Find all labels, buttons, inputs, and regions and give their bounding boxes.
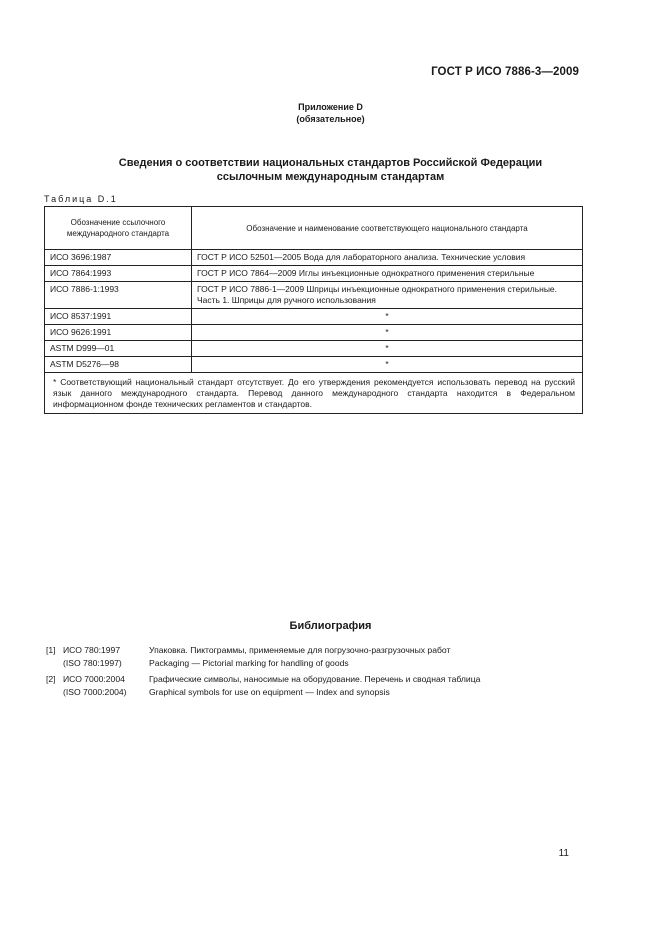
bibliography-entry-code-en: (ISO 780:1997) bbox=[63, 658, 122, 668]
national-standard-cell: ГОСТ Р ИСО 52501—2005 Вода для лабораторного анализа. Технические условия bbox=[192, 250, 583, 266]
table-header-row bbox=[45, 207, 583, 250]
table-row bbox=[45, 341, 583, 357]
national-standard-cell: * bbox=[192, 341, 583, 357]
table-row bbox=[45, 357, 583, 373]
bibliography-entry-title-en: Graphical symbols for use on equipment — Index and synopsis bbox=[149, 687, 390, 697]
table-label: Таблица D.1 bbox=[44, 194, 118, 204]
reference-standard-cell: ASTM D5276—98 bbox=[45, 357, 192, 373]
table-footnote-row bbox=[45, 373, 583, 414]
correspondence-table bbox=[44, 206, 583, 414]
national-standard-cell: * bbox=[192, 309, 583, 325]
reference-standard-cell: ASTM D999—01 bbox=[45, 341, 192, 357]
national-standard-cell: ГОСТ Р ИСО 7886-1—2009 Шприцы инъекционные однократного применения стерильные. Часть 1. Шприцы для ручного использования bbox=[192, 282, 583, 309]
bibliography-entry-title-en: Packaging — Pictorial marking for handling of goods bbox=[149, 658, 349, 668]
bibliography-entry-code: ИСО 7000:2004 bbox=[63, 674, 125, 684]
reference-standard-cell: ИСО 7886-1:1993 bbox=[45, 282, 192, 309]
bibliography-entry-code: ИСО 780:1997 bbox=[63, 645, 121, 655]
column-header-reference: Обозначение ссылочного международного стандарта bbox=[45, 207, 192, 250]
national-standard-cell: * bbox=[192, 325, 583, 341]
column-header-national: Обозначение и наименование соответствующего национального стандарта bbox=[192, 207, 583, 250]
national-standard-cell: ГОСТ Р ИСО 7864—2009 Иглы инъекционные однократного применения стерильные bbox=[192, 266, 583, 282]
bibliography-title: Библиография bbox=[289, 620, 372, 632]
page-number: 11 bbox=[558, 848, 569, 859]
bibliography-entry-title-ru: Упаковка. Пиктограммы, применяемые для погрузочно-разгрузочных работ bbox=[149, 645, 451, 655]
section-title-line-1: Сведения о соответствии национальных стандартов Российской Федерации bbox=[118, 157, 543, 169]
section-title-line-2: ссылочным международным стандартам bbox=[216, 171, 445, 183]
table-row bbox=[45, 325, 583, 341]
appendix-heading bbox=[0, 101, 661, 125]
table-footnote: * Соответствующий национальный стандарт отсутствует. До его утверждения рекомендуется использовать перевод на русский язык данного международного стандарта. Перевод данного международного стандарта находится в Федеральном информационном фонде технических регламентов и стандартов. bbox=[45, 373, 583, 414]
reference-standard-cell: ИСО 8537:1991 bbox=[45, 309, 192, 325]
table-row bbox=[45, 266, 583, 282]
bibliography-entry-number: [1] bbox=[46, 645, 56, 655]
table-row bbox=[45, 250, 583, 266]
bibliography-entry-title-ru: Графические символы, наносимые на оборудование. Перечень и сводная таблица bbox=[149, 674, 481, 684]
appendix-title: Приложение D bbox=[298, 102, 363, 112]
bibliography-entry-number: [2] bbox=[46, 674, 56, 684]
section-title bbox=[0, 156, 661, 184]
appendix-status: (обязательное) bbox=[296, 114, 365, 124]
bibliography-entry-code-en: (ISO 7000:2004) bbox=[63, 687, 127, 697]
reference-standard-cell: ИСО 9626:1991 bbox=[45, 325, 192, 341]
document-code-header: ГОСТ Р ИСО 7886-3—2009 bbox=[431, 66, 579, 78]
reference-standard-cell: ИСО 7864:1993 bbox=[45, 266, 192, 282]
table-row bbox=[45, 309, 583, 325]
reference-standard-cell: ИСО 3696:1987 bbox=[45, 250, 192, 266]
table-row bbox=[45, 282, 583, 309]
national-standard-cell: * bbox=[192, 357, 583, 373]
